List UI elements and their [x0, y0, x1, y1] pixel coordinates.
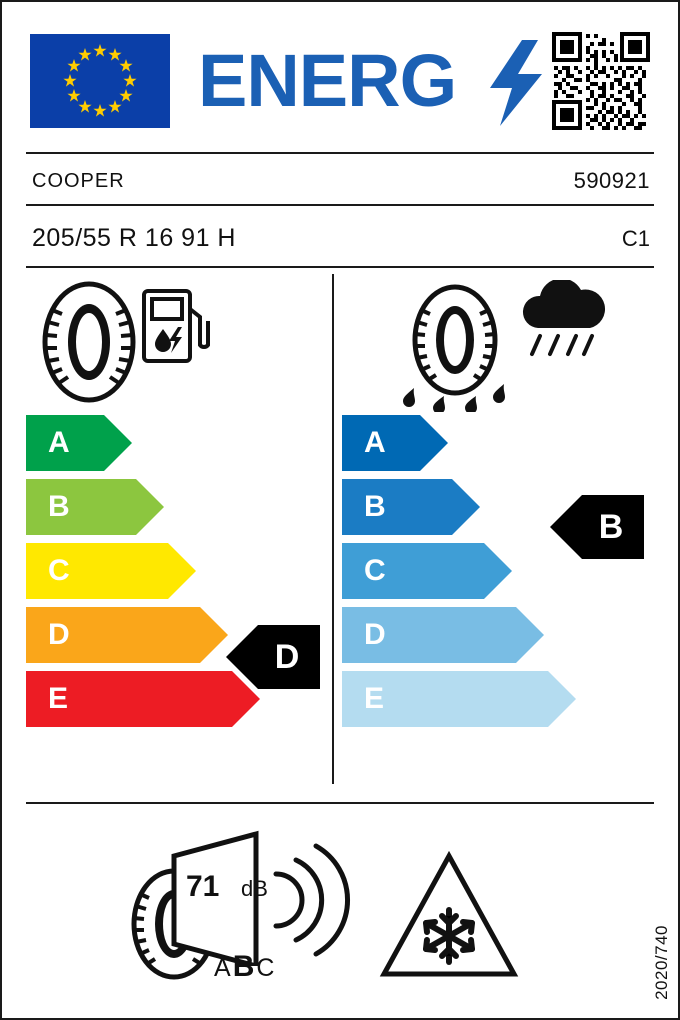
- noise-value: 71: [186, 870, 220, 903]
- grade-letter: D: [48, 618, 70, 651]
- noise-class-b: B: [232, 950, 257, 983]
- tyre-size: 205/55 R 16 91 H: [32, 224, 236, 252]
- grade-row: [342, 607, 654, 663]
- rain-cloud-icon: [514, 280, 614, 370]
- label-date-code: 2020/740: [652, 925, 671, 1000]
- grade-letter: A: [48, 426, 70, 459]
- wet-grade-scale: [342, 415, 654, 727]
- grade-letter: C: [364, 554, 386, 587]
- grade-row: [342, 415, 654, 471]
- fuel-pictograms: [26, 280, 326, 415]
- grade-letter: E: [48, 682, 69, 715]
- label-code: 590921: [573, 168, 650, 193]
- noise-class-scale: [214, 950, 276, 984]
- noise-class-a: A: [214, 954, 233, 982]
- fuel-efficiency-panel: [26, 280, 326, 735]
- noise-class-c: C: [256, 954, 277, 982]
- grade-letter: B: [364, 490, 386, 523]
- divider-brand: [26, 204, 654, 206]
- tyre-class: C1: [621, 226, 650, 251]
- divider-size: [26, 266, 654, 268]
- panel-divider: [332, 274, 334, 784]
- divider-noise: [26, 802, 654, 804]
- fuel-pump-icon: [138, 285, 210, 367]
- grade-letter: C: [48, 554, 70, 587]
- eu-flag-icon: [30, 34, 170, 128]
- brand-name: COOPER: [32, 170, 125, 192]
- page-title: ENERG: [198, 39, 457, 122]
- qr-code-icon: [552, 32, 650, 130]
- grade-row: [26, 543, 326, 599]
- fuel-rating-marker: D: [258, 625, 320, 689]
- grade-letter: B: [48, 490, 70, 523]
- grade-row: [26, 415, 326, 471]
- grade-letter: A: [364, 426, 386, 459]
- wet-grip-panel: [342, 280, 654, 735]
- snowflake-mountain-icon: [374, 844, 524, 994]
- grade-row: [26, 479, 326, 535]
- divider-top: [26, 152, 654, 154]
- lightning-bolt-icon: [486, 40, 546, 126]
- wet-rating-marker: B: [582, 495, 644, 559]
- noise-panel: [26, 814, 654, 1004]
- label-header: [2, 2, 678, 157]
- grade-letter: D: [364, 618, 386, 651]
- wet-pictograms: [342, 280, 654, 415]
- noise-unit: dB: [241, 876, 268, 901]
- grade-letter: E: [364, 682, 385, 715]
- grade-row: [342, 671, 654, 727]
